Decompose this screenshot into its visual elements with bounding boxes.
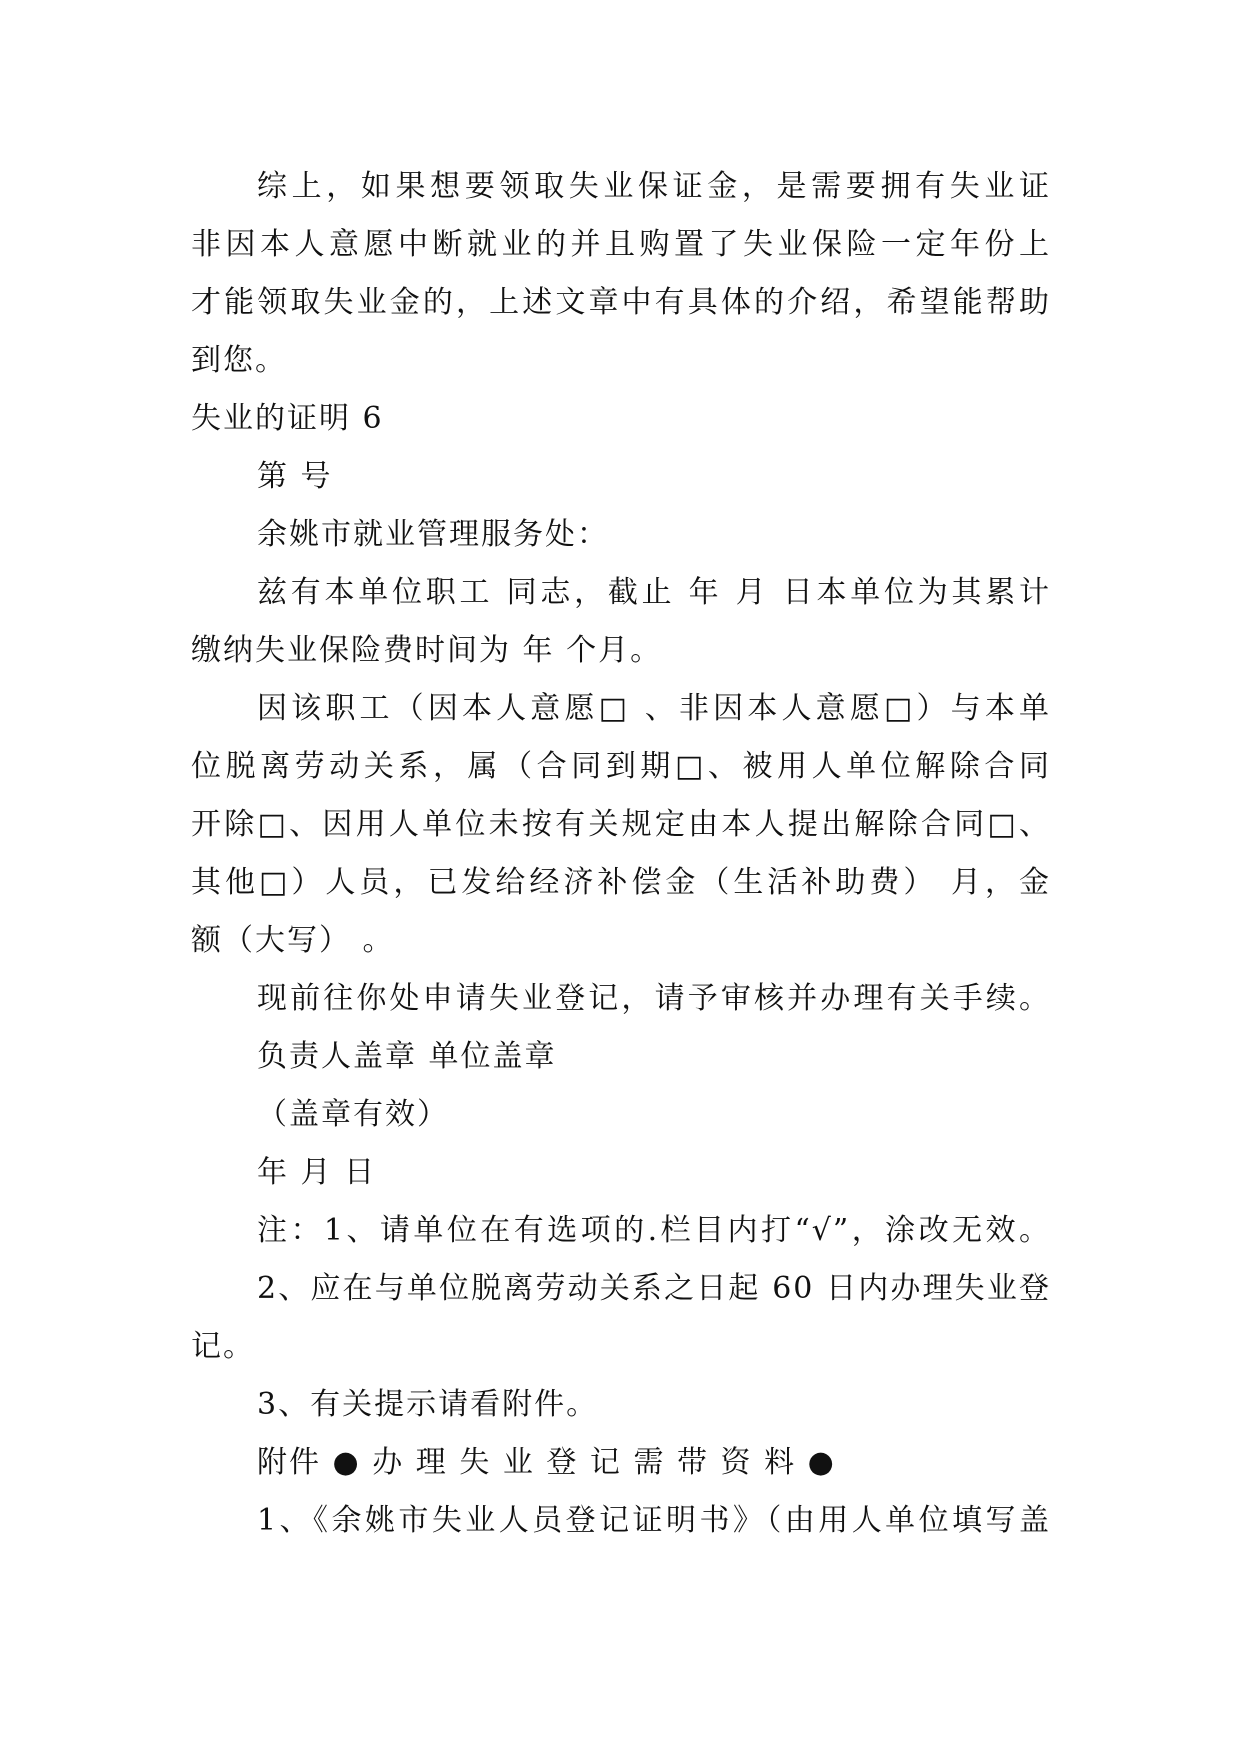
text-line: 兹有本单位职工 同志，截止 年 月 日本单位为其累计 xyxy=(257,575,1051,610)
text-line: 记。 xyxy=(191,1329,255,1364)
text-line: 负责人盖章 单位盖章 xyxy=(257,1039,557,1074)
text-line: 才能领取失业金的，上述文章中有具体的介绍，希望能帮助 xyxy=(191,285,1051,320)
text-line: 现前往你处申请失业登记，请予审核并办理有关手续。 xyxy=(257,981,1051,1016)
text-line: 到您。 xyxy=(191,343,287,378)
text-line: 失业的证明 6 xyxy=(191,401,384,436)
text-line: 因该职工（因本人意愿□ 、非因本人意愿□）与本单 xyxy=(257,691,1051,726)
text-line: 1、《余姚市失业人员登记证明书》（由用人单位填写盖 xyxy=(257,1503,1051,1538)
text-line: 位脱离劳动关系，属（合同到期□、被用人单位解除合同 xyxy=(191,749,1051,784)
text-line: 开除□、因用人单位未按有关规定由本人提出解除合同□、 xyxy=(191,807,1051,842)
text-line: 缴纳失业保险费时间为 年 个月。 xyxy=(191,633,663,668)
text-line: 第 号 xyxy=(257,459,333,494)
text-line: 非因本人意愿中断就业的并且购置了失业保险一定年份上 xyxy=(191,227,1051,262)
text-line: 2、应在与单位脱离劳动关系之日起 60 日内办理失业登 xyxy=(257,1271,1051,1306)
text-line: （盖章有效） xyxy=(257,1097,449,1132)
text-line: 年 月 日 xyxy=(257,1155,377,1190)
text-line: 其他□）人员，已发给经济补偿金（生活补助费） 月，金 xyxy=(191,865,1051,900)
text-line: 注：1、请单位在有选项的.栏目内打“√”，涂改无效。 xyxy=(257,1213,1051,1248)
document-body xyxy=(191,158,1051,1550)
text-line: 3、有关提示请看附件。 xyxy=(257,1387,599,1422)
text-line: 额（大写） 。 xyxy=(191,923,395,958)
text-line: 余姚市就业管理服务处： xyxy=(257,517,609,552)
text-line: 综上，如果想要领取失业保证金，是需要拥有失业证 xyxy=(257,169,1051,204)
text-line: 附件 ● 办 理 失 业 登 记 需 带 资 料 ● xyxy=(257,1445,836,1480)
